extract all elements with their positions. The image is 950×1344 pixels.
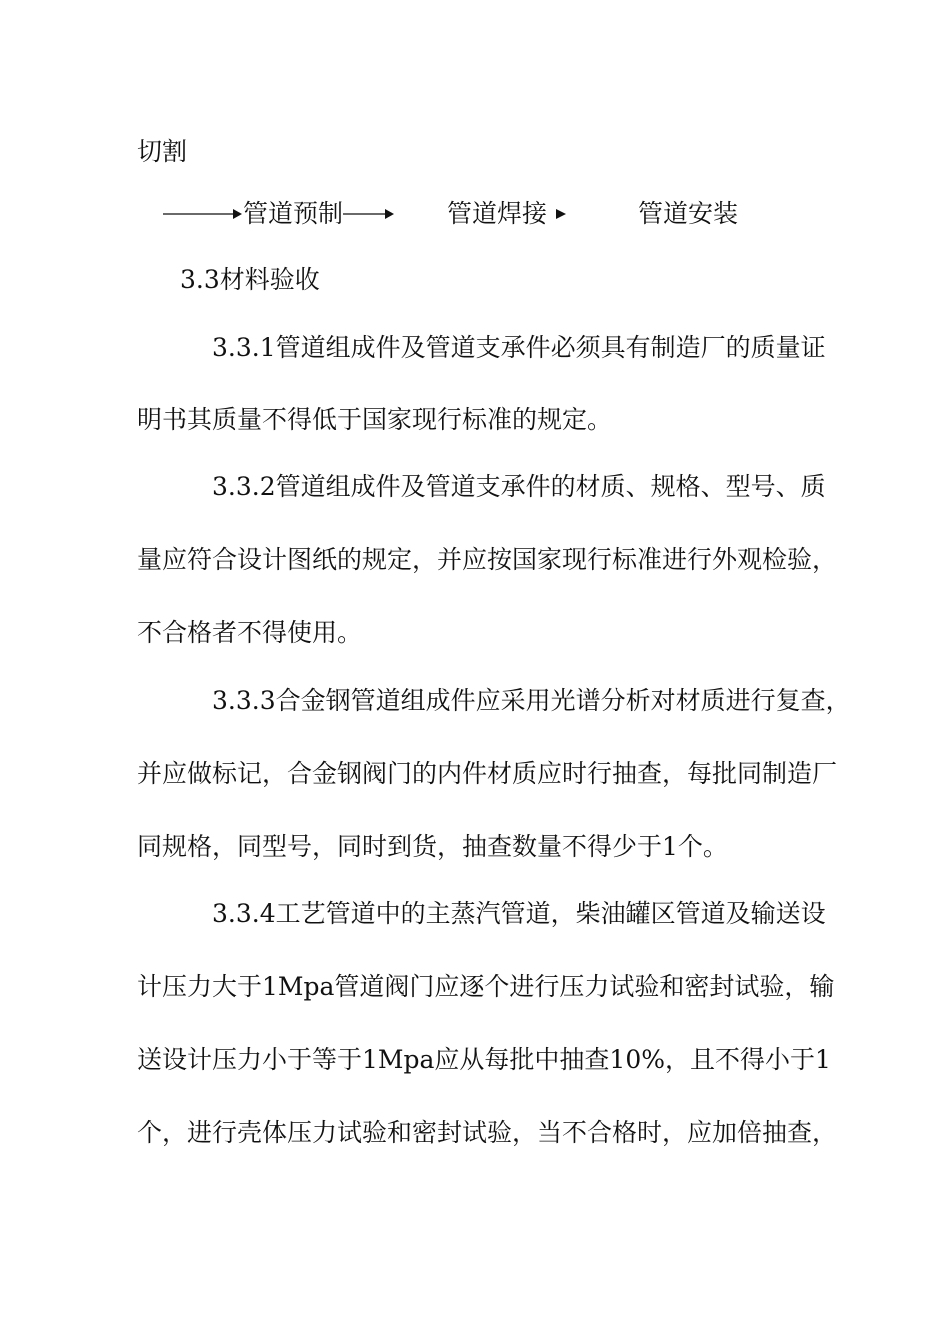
paragraph-line: 3.3.2管道组成件及管道支承件的材质、规格、型号、质 (212, 472, 826, 501)
section-heading: 3.3材料验收 (180, 265, 320, 294)
flow-step-welding: 管道焊接 (447, 199, 548, 228)
paragraph-line: 3.3.4工艺管道中的主蒸汽管道，柴油罐区管道及输送设 (212, 899, 826, 928)
paragraph-line: 明书其质量不得低于国家现行标准的规定。 (137, 405, 613, 434)
paragraph-line: 并应做标记，合金钢阀门的内件材质应时行抽查，每批同制造厂 (137, 759, 838, 788)
process-flow (0, 199, 950, 229)
paragraph-line: 量应符合设计图纸的规定，并应按国家现行标准进行外观检验， (137, 545, 838, 574)
paragraph-line: 同规格，同型号，同时到货，抽查数量不得少于1个。 (137, 832, 728, 861)
paragraph-line: 3.3.1管道组成件及管道支承件必须具有制造厂的质量证 (212, 333, 826, 362)
flow-arrow (554, 199, 570, 229)
text-line: 切割 (137, 137, 188, 166)
flow-step-prefab: 管道预制 (243, 199, 344, 228)
paragraph-line: 不合格者不得使用。 (137, 618, 363, 647)
paragraph-line: 计压力大于1Mpa管道阀门应逐个进行压力试验和密封试验，输 (137, 972, 835, 1001)
flow-arrow (343, 199, 395, 229)
paragraph-line: 送设计压力小于等于1Mpa应从每批中抽查10%，且不得小于1 (137, 1045, 831, 1074)
flow-step-install: 管道安装 (638, 199, 739, 228)
paragraph-line: 3.3.3合金钢管道组成件应采用光谱分析对材质进行复查， (212, 686, 851, 715)
flow-arrow (163, 199, 243, 229)
paragraph-line: 个，进行壳体压力试验和密封试验，当不合格时，应加倍抽查， (137, 1118, 838, 1147)
